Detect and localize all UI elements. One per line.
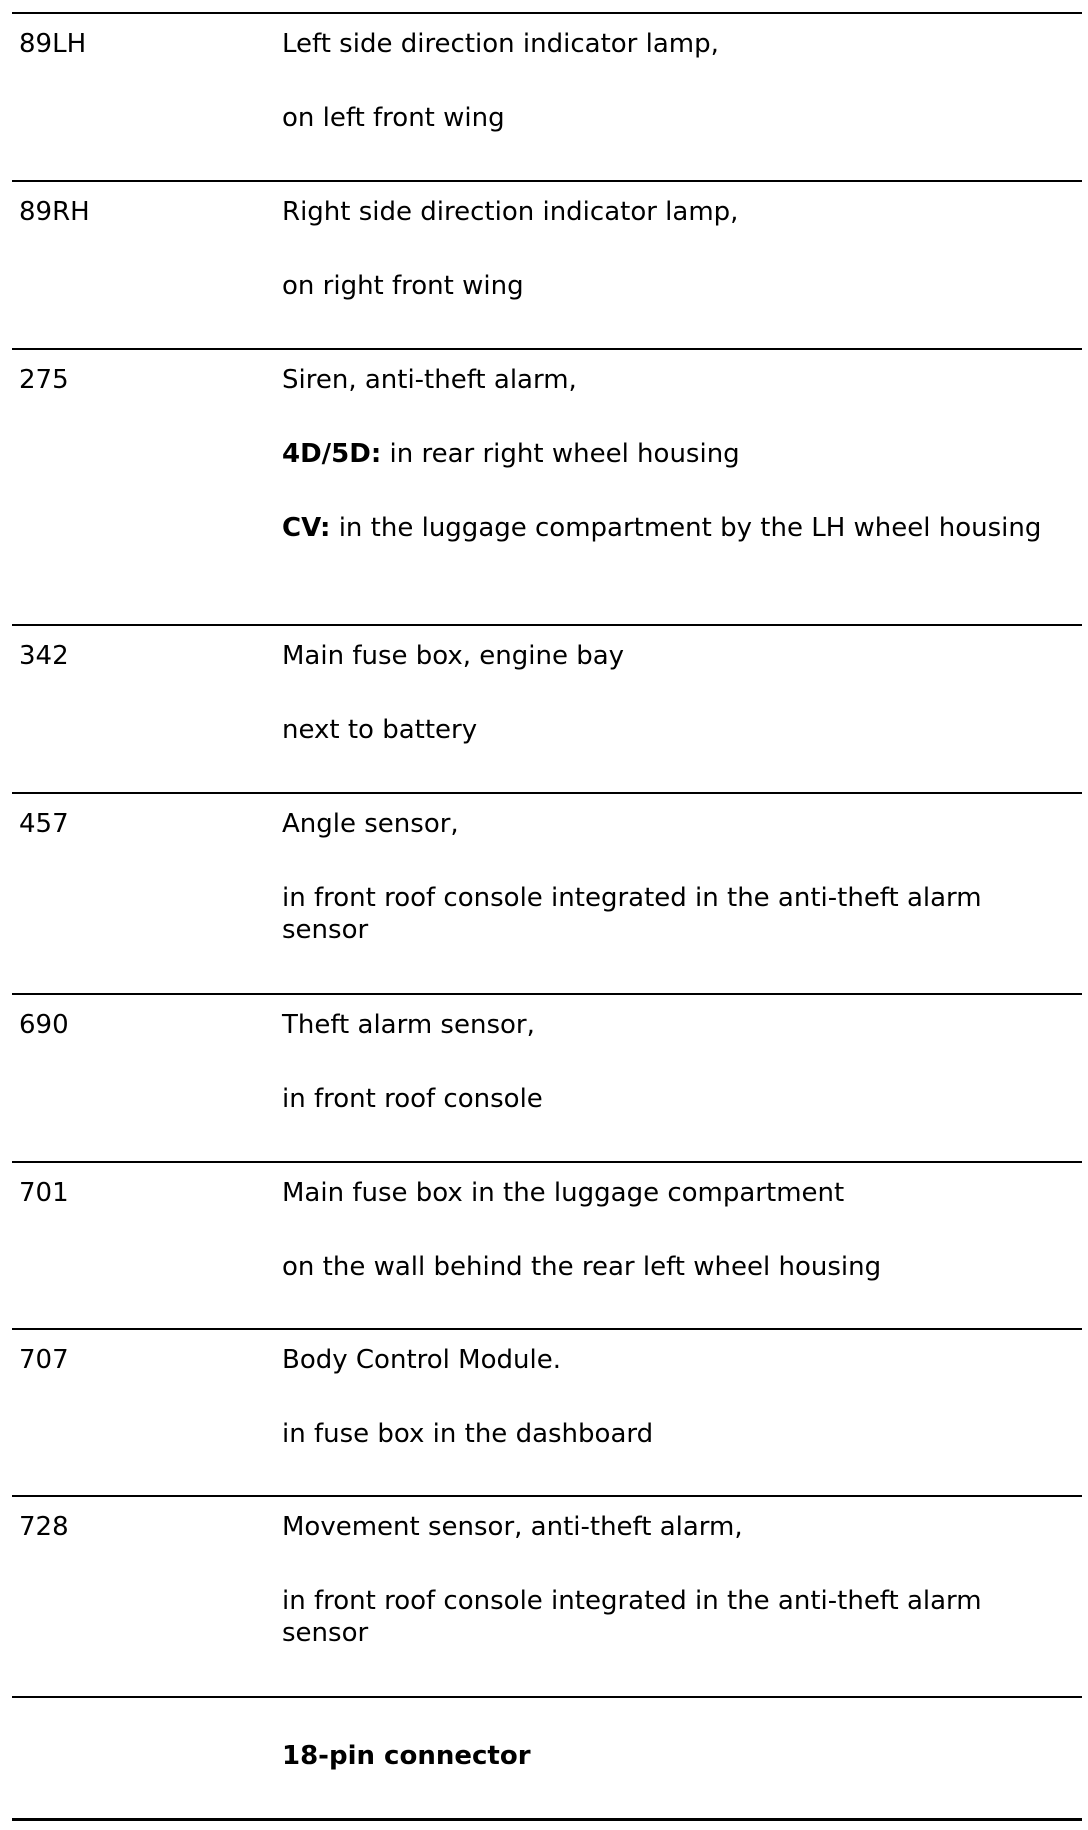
component-description [282,1740,1072,1772]
table-row [12,792,1082,993]
description-text: Left side direction indicator lamp, [282,29,719,59]
component-code: 89LH [19,29,87,59]
description-line [282,1740,1072,1772]
description-text: Main fuse box in the luggage compartment [282,1178,845,1208]
description-text: Theft alarm sensor, [282,1010,535,1040]
description-line [282,882,1072,946]
description-line [282,1344,1072,1376]
table-row [12,1161,1082,1328]
description-line [282,102,1072,134]
description-text: in front roof console integrated in the anti-theft alarm sensor [282,883,982,945]
component-code: 701 [19,1178,69,1208]
component-code: 89RH [19,197,90,227]
description-line [282,1585,1072,1649]
description-text: in the luggage compartment by the LH wheel housing [330,513,1042,543]
description-line [282,1251,1072,1283]
component-code: 707 [19,1345,69,1375]
table-row [12,180,1082,348]
component-description [282,1344,1072,1450]
description-line [282,1177,1072,1209]
component-code: 728 [19,1512,69,1542]
description-line [282,640,1072,672]
description-text: Body Control Module. [282,1345,561,1375]
description-line [282,1511,1072,1543]
description-line [282,28,1072,60]
description-text: Main fuse box, engine bay [282,641,625,671]
component-description [282,640,1072,746]
component-code: 342 [19,641,69,671]
section-heading: 18-pin connector [282,1741,531,1771]
description-line [282,1009,1072,1041]
component-code: 690 [19,1010,69,1040]
table-row [12,348,1082,624]
description-line [282,196,1072,228]
component-code: 457 [19,809,69,839]
description-line [282,808,1072,840]
table-row [12,1328,1082,1495]
description-line [282,512,1072,544]
description-text: Right side direction indicator lamp, [282,197,739,227]
variant-label: 4D/5D: [282,439,382,469]
table-row [12,12,1082,180]
table-row [12,993,1082,1161]
description-text: in fuse box in the dashboard [282,1419,654,1449]
description-line [282,438,1072,470]
description-line [282,1083,1072,1115]
description-line [282,270,1072,302]
component-description [282,364,1072,544]
table-row [12,624,1082,792]
description-text: in rear right wheel housing [381,439,740,469]
component-description [282,1009,1072,1115]
description-line [282,364,1072,396]
component-description [282,1177,1072,1283]
description-text: on right front wing [282,271,524,301]
table-row [12,1696,1082,1821]
component-location-table [12,12,1082,1821]
variant-label: CV: [282,513,331,543]
component-description [282,1511,1072,1649]
component-description [282,28,1072,134]
description-text: Siren, anti-theft alarm, [282,365,577,395]
description-text: in front roof console integrated in the anti-theft alarm sensor [282,1586,982,1648]
component-description [282,808,1072,946]
description-text: on the wall behind the rear left wheel housing [282,1252,882,1282]
description-line [282,714,1072,746]
description-text: next to battery [282,715,478,745]
description-text: in front roof console [282,1084,543,1114]
table-row [12,1495,1082,1696]
description-line [282,1418,1072,1450]
component-description [282,196,1072,302]
description-text: Movement sensor, anti-theft alarm, [282,1512,743,1542]
description-text: Angle sensor, [282,809,459,839]
description-text: on left front wing [282,103,505,133]
component-code: 275 [19,365,69,395]
